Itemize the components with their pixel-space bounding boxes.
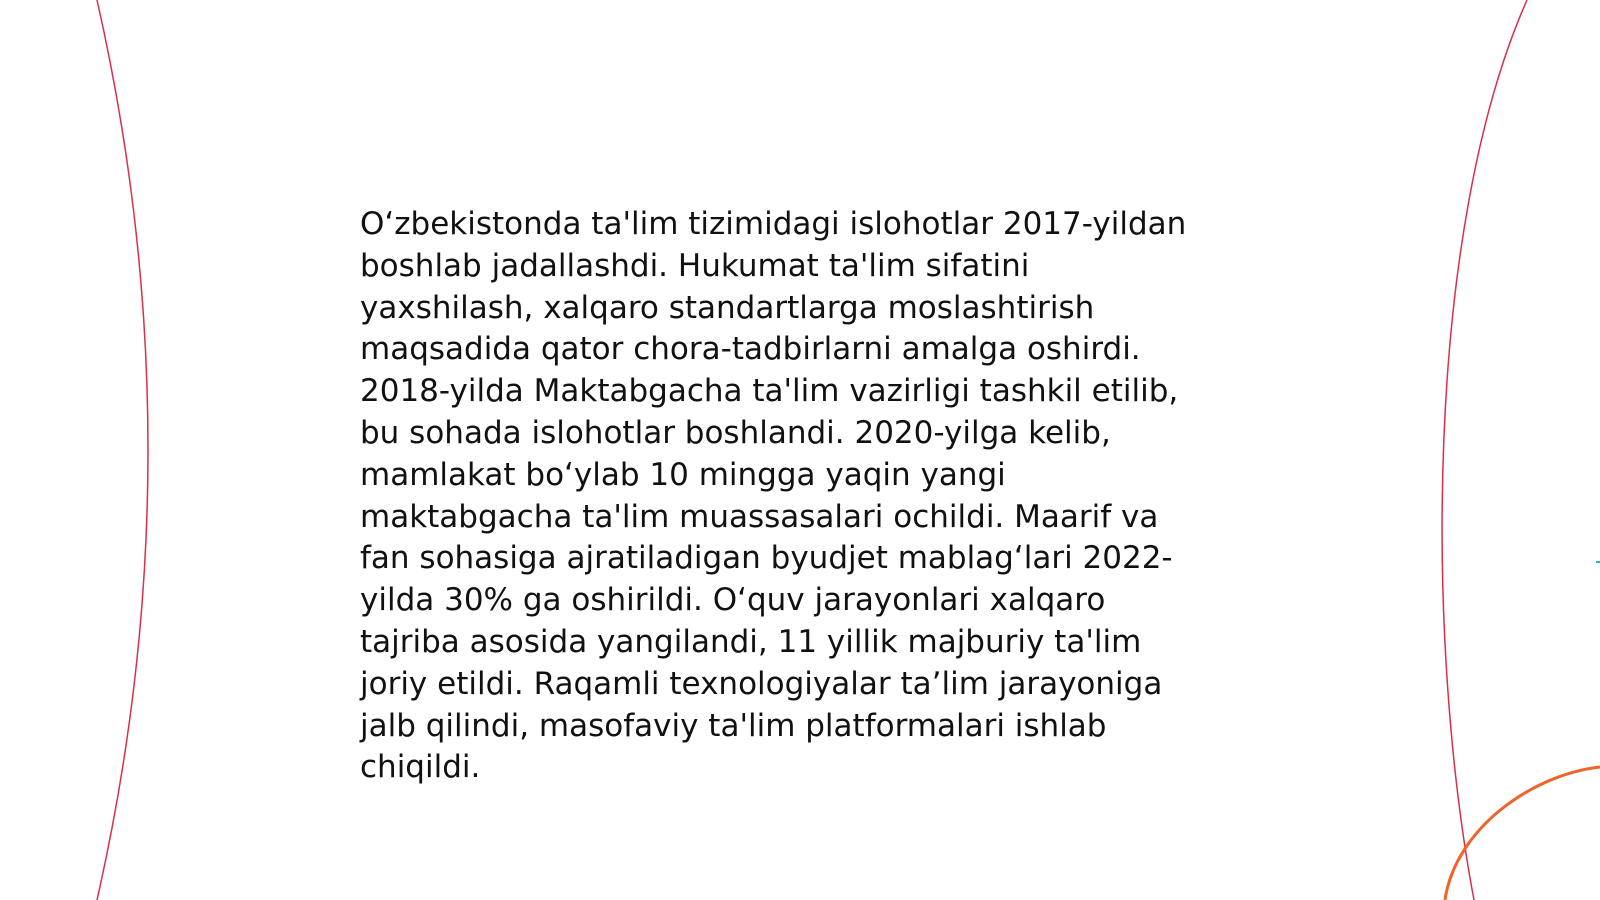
- body-paragraph: O‘zbekistonda ta'lim tizimidagi islohotlar 2017-yildan boshlab jadallashdi. Hukumat ta'lim sifatini yaxshilash, xalqaro standartlarga moslashtirish maqsadida qator chora-tadbirlarni amalga oshirdi. 2018-yilda Maktabgacha ta'lim vazirligi tashkil etilib, bu sohada islohotlar boshlandi. 2020-yilga kelib, mamlakat bo‘ylab 10 mingga yaqin yangi maktabgacha ta'lim muassasalari ochildi. Maarif va fan sohasiga ajratiladigan byudjet mablag‘lari 2022- yilda 30% ga oshirildi. O‘quv jarayonlari xalqaro tajriba asosida yangilandi, 11 yillik majburiy ta'lim joriy etildi. Raqamli texnologiyalar ta’lim jarayoniga jalb qilindi, masofaviy ta'lim platformalari ishlab chiqildi.: [360, 206, 1187, 786]
- left-curve: [97, 0, 148, 900]
- orange-arc: [1445, 767, 1600, 900]
- right-curve: [1442, 0, 1527, 900]
